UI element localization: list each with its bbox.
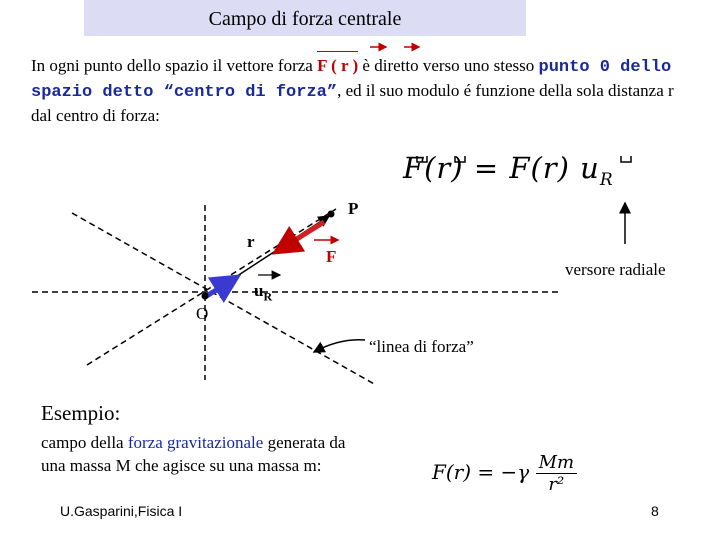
label-linea-di-forza: “linea di forza” <box>369 337 474 356</box>
force-vector-symbol: F ( r ) <box>317 56 359 75</box>
formula-main: F(r) = F(r) u <box>403 151 600 185</box>
label-F: F <box>326 247 337 266</box>
label-P: P <box>348 199 359 218</box>
intro-text-2: è diretto verso uno stesso <box>358 56 539 75</box>
intro-text-1: In ogni punto dello spazio il vettore forza <box>31 56 318 75</box>
field-lines <box>32 205 560 385</box>
footer-author: U.Gasparini,Fisica I <box>60 503 183 519</box>
unit-vector-uR <box>205 277 237 297</box>
forza-gravitazionale-highlight: forza gravitazionale <box>127 433 264 452</box>
label-O: O <box>196 304 209 323</box>
linea-di-forza-pointer <box>314 340 365 352</box>
footer-page-number: 8 <box>651 503 659 519</box>
grav-denominator: r² <box>548 474 565 495</box>
grav-fraction <box>536 452 578 495</box>
example-line1-post: generata da <box>263 433 346 452</box>
point-O <box>202 293 209 300</box>
formula-subscript: R <box>599 169 614 190</box>
example-heading: Esempio: <box>41 401 121 425</box>
point-P <box>328 211 335 218</box>
example-line2: una massa M che agisce su una massa m: <box>41 456 322 475</box>
label-uR: $u_R$ <box>254 281 273 304</box>
formula-vector-hats <box>417 156 631 162</box>
centro-di-forza-highlight: punto 0 dello spazio detto “centro di forza” <box>31 58 672 102</box>
label-r: r <box>247 232 255 251</box>
gravitational-formula <box>432 452 577 495</box>
example-line1-pre: campo della <box>41 433 128 452</box>
slide-title: Campo di forza centrale <box>84 0 526 36</box>
intro-text-3: , ed il suo modulo é funzione della sola distanza r dal centro di forza: <box>31 81 674 125</box>
grav-numerator: Mm <box>536 452 578 474</box>
example-text <box>41 431 345 477</box>
label-versore-radiale: versore radiale <box>565 260 666 279</box>
force-vector-F <box>276 222 324 252</box>
grav-formula-lhs: F(r) = −γ <box>432 460 530 484</box>
